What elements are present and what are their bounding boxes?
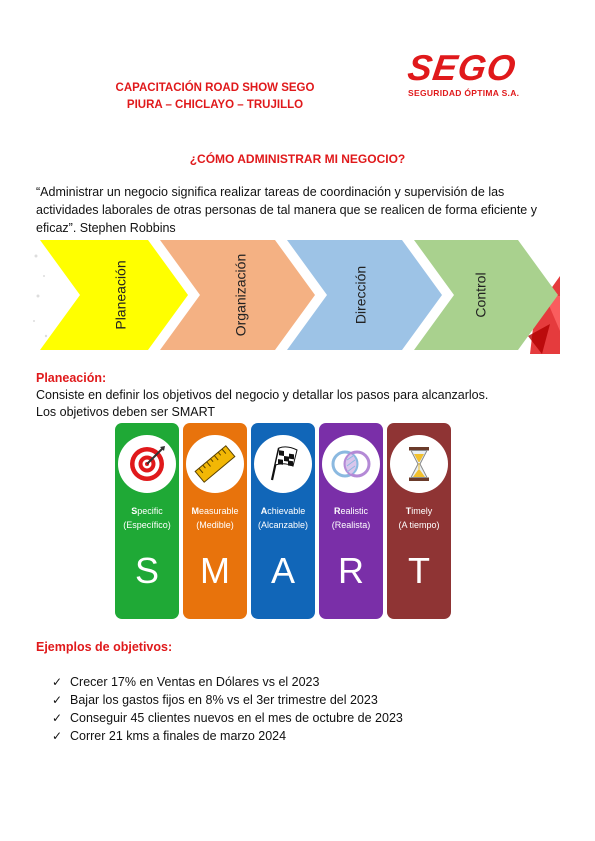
list-item [52, 691, 403, 709]
smart-word-specific: pecific [137, 506, 163, 516]
document-header [60, 80, 370, 114]
smart-es-realista: (Realista) [331, 520, 371, 530]
checkmark-icon: ✓ [52, 675, 63, 689]
smart-big-letter-t: T [408, 550, 430, 591]
robbins-quote: “Administrar un negocio significa realizar tareas de coordinación y supervisión de las actividades laborales de otras personas de tal manera que se realicen de forma eficiente y eficaz”. Stephen Robbins [36, 185, 537, 235]
step-label-control: Control [472, 272, 489, 318]
planeacion-line-2: Los objetivos deben ser SMART [36, 405, 216, 419]
planeacion-section [36, 370, 488, 421]
venn-circles-icon [322, 435, 380, 493]
process-diagram [30, 236, 560, 354]
planeacion-heading: Planeación: [36, 371, 107, 385]
smart-letter-t-initial: T [405, 506, 412, 516]
example-text: Crecer 17% en Ventas en Dólares vs el 2023 [70, 675, 320, 689]
sego-logo [405, 47, 536, 102]
example-text: Conseguir 45 clientes nuevos en el mes de octubre de 2023 [70, 711, 403, 725]
checkmark-icon: ✓ [52, 729, 63, 743]
smart-letter-m-initial: M [191, 506, 199, 516]
header-line-2: PIURA – CHICLAYO – TRUJILLO [126, 99, 304, 111]
planeacion-line-1: Consiste en definir los objetivos del negocio y detallar los pasos para alcanzarlos. [36, 388, 489, 402]
smart-letter-r-initial: R [333, 506, 341, 516]
example-text: Bajar los gastos fijos en 8% vs el 3er trimestre del 2023 [70, 693, 378, 707]
list-item [52, 709, 403, 727]
section-title: ¿CÓMO ADMINISTRAR MI NEGOCIO? [189, 152, 406, 166]
smart-card-realistic [319, 423, 383, 619]
smart-letter-s-initial: S [131, 506, 138, 516]
step-label-planeacion: Planeación [112, 260, 129, 330]
header-line-1: CAPACITACIÓN ROAD SHOW SEGO [115, 82, 315, 94]
example-text: Correr 21 kms a finales de marzo 2024 [70, 729, 287, 743]
hourglass-icon [390, 435, 448, 493]
list-item [52, 673, 403, 691]
smart-card-achievable [251, 423, 315, 619]
target-icon [118, 435, 176, 493]
smart-word-timely: imely [411, 506, 433, 516]
decorative-dots [33, 255, 47, 338]
examples-heading: Ejemplos de objetivos: [36, 640, 173, 654]
smart-letter-a-initial: A [260, 506, 268, 516]
smart-card-timely [387, 423, 451, 619]
smart-es-medible: (Medible) [196, 520, 234, 530]
smart-es-a-tiempo: (A tiempo) [398, 520, 440, 530]
ruler-icon [186, 435, 244, 493]
list-item [52, 727, 403, 745]
smart-es-alcanzable: (Alcanzable) [257, 520, 309, 530]
logo-wordmark: SEGO [405, 47, 519, 88]
step-label-organizacion: Organización [232, 253, 249, 337]
checkmark-icon: ✓ [52, 711, 63, 725]
smart-word-measurable: easurable [198, 506, 239, 516]
smart-card-specific [115, 423, 179, 619]
smart-card-measurable [183, 423, 247, 619]
smart-big-letter-s: S [134, 550, 159, 591]
step-label-direccion: Dirección [352, 265, 369, 325]
smart-big-letter-a: A [270, 550, 295, 591]
checkmark-icon: ✓ [52, 693, 63, 707]
smart-es-especifico: (Específico) [123, 520, 171, 530]
checkered-flag-icon [254, 435, 312, 493]
examples-list [52, 673, 403, 745]
smart-big-letter-m: M [200, 550, 230, 591]
logo-tagline: SEGURIDAD ÓPTIMA S.A. [408, 88, 520, 98]
smart-word-achievable: chievable [267, 506, 306, 516]
smart-word-realistic: ealistic [340, 506, 368, 516]
smart-big-letter-r: R [338, 550, 364, 591]
